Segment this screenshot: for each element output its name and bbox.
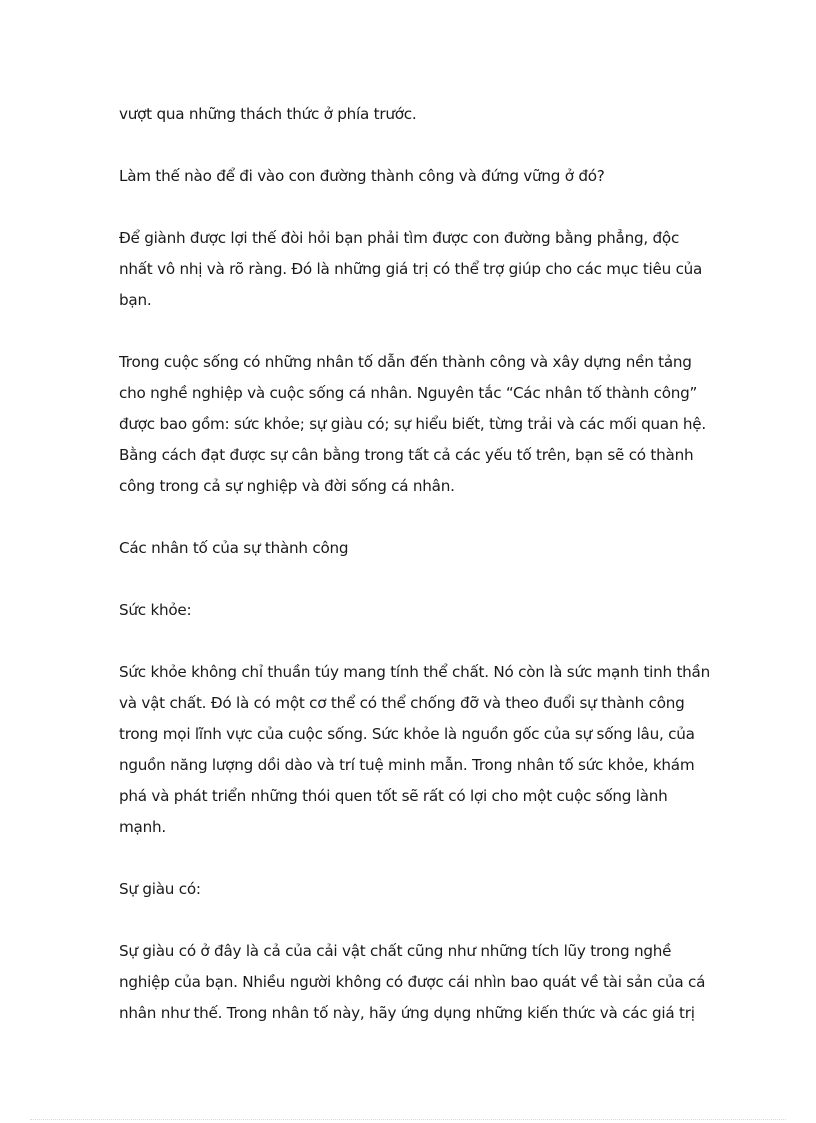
text-line: Các nhân tố của sự thành công <box>119 539 349 557</box>
section-heading-wealth <box>119 874 709 905</box>
text-line: Để giành được lợi thế đòi hỏi bạn phải tìm được con đường bằng phẳng, độc <box>119 229 680 247</box>
text-line: bạn. <box>119 291 152 309</box>
text-line: công trong cả sự nghiệp và đời sống cá nhân. <box>119 477 455 495</box>
paragraph-1 <box>119 99 709 130</box>
text-line: phá và phát triển những thói quen tốt sẽ rất có lợi cho một cuộc sống lành <box>119 787 668 805</box>
section-heading-success-factors <box>119 533 709 564</box>
text-line: nghiệp của bạn. Nhiều người không có được cái nhìn bao quát về tài sản của cá <box>119 973 706 991</box>
page-bottom-divider <box>30 1119 786 1120</box>
section-heading-health <box>119 595 709 626</box>
paragraph-4 <box>119 347 709 502</box>
text-line: và vật chất. Đó là có một cơ thể có thể chống đỡ và theo đuổi sự thành công <box>119 694 685 712</box>
paragraph-wealth <box>119 936 709 1029</box>
text-line: trong mọi lĩnh vực của cuộc sống. Sức khỏe là nguồn gốc của sự sống lâu, của <box>119 725 695 743</box>
text-line: vượt qua những thách thức ở phía trước. <box>119 105 417 123</box>
text-line: Trong cuộc sống có những nhân tố dẫn đến thành công và xây dựng nền tảng <box>119 353 692 371</box>
paragraph-3 <box>119 223 709 316</box>
text-line: Làm thế nào để đi vào con đường thành công và đứng vững ở đó? <box>119 167 605 185</box>
text-line: Sức khỏe không chỉ thuần túy mang tính thể chất. Nó còn là sức mạnh tinh thần <box>119 663 710 681</box>
text-line: nhất vô nhị và rõ ràng. Đó là những giá trị có thể trợ giúp cho các mục tiêu của <box>119 260 703 278</box>
text-line: được bao gồm: sức khỏe; sự giàu có; sự hiểu biết, từng trải và các mối quan hệ. <box>119 415 706 433</box>
document-body <box>119 99 709 1060</box>
text-line: Sự giàu có ở đây là cả của cải vật chất cũng như những tích lũy trong nghề <box>119 942 672 960</box>
text-line: cho nghề nghiệp và cuộc sống cá nhân. Nguyên tắc “Các nhân tố thành công” <box>119 384 698 402</box>
paragraph-health <box>119 657 709 843</box>
text-line: nhân như thế. Trong nhân tố này, hãy ứng dụng những kiến thức và các giá trị <box>119 1004 695 1022</box>
text-line: Sức khỏe: <box>119 601 192 619</box>
paragraph-2-question <box>119 161 709 192</box>
text-line: Bằng cách đạt được sự cân bằng trong tất cả các yếu tố trên, bạn sẽ có thành <box>119 446 694 464</box>
text-line: mạnh. <box>119 818 166 836</box>
text-line: Sự giàu có: <box>119 880 201 898</box>
text-line: nguồn năng lượng dồi dào và trí tuệ minh mẫn. Trong nhân tố sức khỏe, khám <box>119 756 695 774</box>
